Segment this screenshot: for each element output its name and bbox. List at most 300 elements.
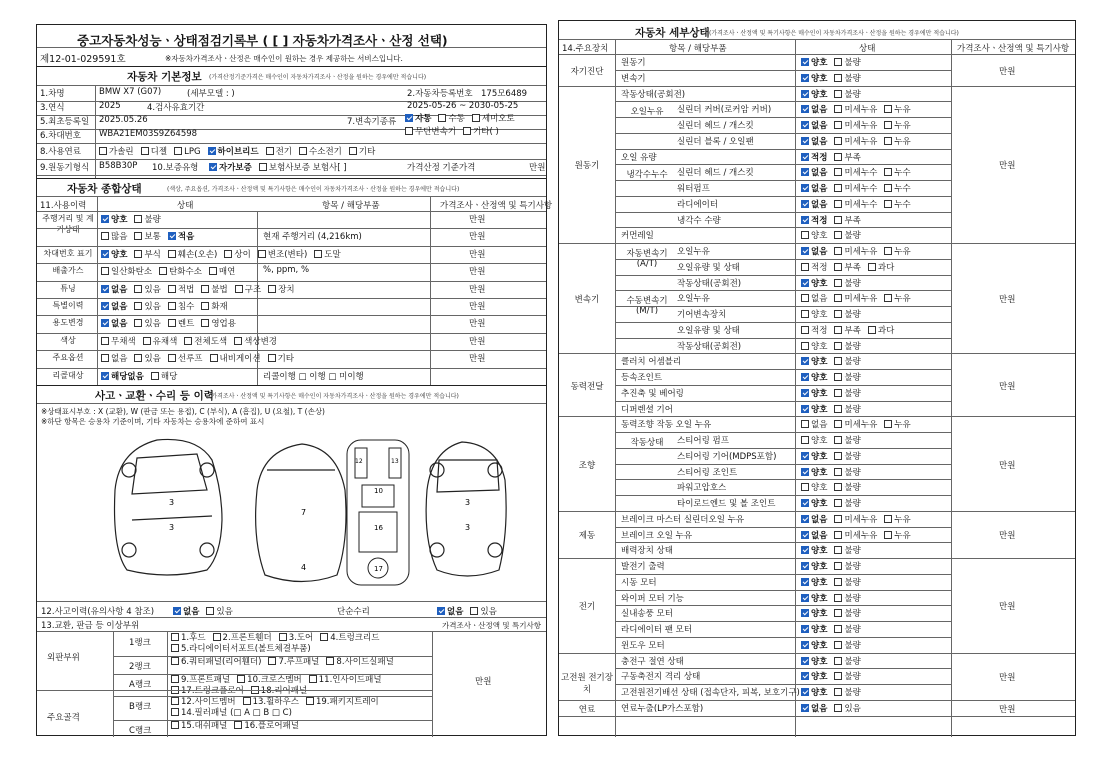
unchecked-box-icon[interactable] bbox=[884, 121, 892, 129]
checkbox-option[interactable] bbox=[801, 576, 827, 588]
unchecked-box-icon[interactable] bbox=[884, 420, 892, 428]
checkbox-option[interactable] bbox=[834, 670, 860, 682]
rank-item-option[interactable] bbox=[171, 721, 227, 732]
unchecked-box-icon[interactable] bbox=[834, 200, 842, 208]
unchecked-box-icon[interactable] bbox=[168, 319, 176, 327]
unchecked-box-icon[interactable] bbox=[171, 708, 179, 716]
checkbox-option[interactable] bbox=[801, 513, 827, 525]
rank-item-option[interactable] bbox=[320, 633, 379, 644]
unchecked-box-icon[interactable] bbox=[235, 285, 243, 293]
unchecked-box-icon[interactable] bbox=[201, 302, 209, 310]
checkbox-option[interactable] bbox=[834, 198, 877, 210]
unchecked-box-icon[interactable] bbox=[884, 200, 892, 208]
unchecked-box-icon[interactable] bbox=[834, 672, 842, 680]
unchecked-box-icon[interactable] bbox=[268, 354, 276, 362]
unchecked-box-icon[interactable] bbox=[224, 250, 232, 258]
unchecked-box-icon[interactable] bbox=[134, 232, 142, 240]
checkbox-option[interactable] bbox=[884, 182, 910, 194]
checkbox-option[interactable] bbox=[201, 283, 227, 295]
checkbox-option[interactable] bbox=[834, 340, 860, 352]
checkbox-option[interactable] bbox=[868, 261, 894, 273]
checkbox-option[interactable] bbox=[884, 245, 910, 257]
unchecked-box-icon[interactable] bbox=[801, 326, 809, 334]
unchecked-box-icon[interactable] bbox=[463, 127, 471, 135]
checkbox-option[interactable] bbox=[141, 145, 167, 157]
checkbox-option[interactable] bbox=[349, 145, 375, 157]
unchecked-box-icon[interactable] bbox=[168, 354, 176, 362]
checkbox-option[interactable] bbox=[143, 335, 178, 347]
checked-box-icon[interactable] bbox=[801, 247, 809, 255]
unchecked-box-icon[interactable] bbox=[834, 373, 842, 381]
checked-box-icon[interactable] bbox=[801, 704, 809, 712]
checked-box-icon[interactable] bbox=[801, 357, 809, 365]
checkbox-option[interactable] bbox=[801, 434, 827, 446]
unchecked-box-icon[interactable] bbox=[141, 147, 149, 155]
checkbox-option[interactable] bbox=[314, 248, 340, 260]
checkbox-option[interactable] bbox=[101, 230, 127, 242]
checkbox-option[interactable] bbox=[834, 103, 877, 115]
checkbox-option[interactable] bbox=[101, 265, 152, 277]
checkbox-option[interactable] bbox=[209, 265, 235, 277]
checkbox-option[interactable] bbox=[834, 466, 860, 478]
checked-box-icon[interactable] bbox=[801, 74, 809, 82]
unchecked-box-icon[interactable] bbox=[168, 302, 176, 310]
unchecked-box-icon[interactable] bbox=[834, 279, 842, 287]
checkbox-option[interactable] bbox=[801, 72, 827, 84]
checked-box-icon[interactable] bbox=[801, 562, 809, 570]
checked-box-icon[interactable] bbox=[801, 279, 809, 287]
unchecked-box-icon[interactable] bbox=[834, 594, 842, 602]
unchecked-box-icon[interactable] bbox=[868, 326, 876, 334]
checked-box-icon[interactable] bbox=[801, 200, 809, 208]
checkbox-option[interactable] bbox=[884, 119, 910, 131]
checked-box-icon[interactable] bbox=[801, 515, 809, 523]
unchecked-box-icon[interactable] bbox=[834, 452, 842, 460]
checkbox-option[interactable] bbox=[884, 513, 910, 525]
unchecked-box-icon[interactable] bbox=[134, 285, 142, 293]
checkbox-option[interactable] bbox=[209, 161, 252, 173]
checkbox-option[interactable] bbox=[834, 607, 860, 619]
checkbox-option[interactable] bbox=[174, 147, 200, 157]
checkbox-option[interactable] bbox=[884, 135, 910, 147]
unchecked-box-icon[interactable] bbox=[834, 342, 842, 350]
checkbox-option[interactable] bbox=[134, 300, 160, 312]
checkbox-option[interactable] bbox=[801, 324, 827, 336]
unchecked-box-icon[interactable] bbox=[279, 633, 287, 641]
unchecked-box-icon[interactable] bbox=[801, 483, 809, 491]
unchecked-box-icon[interactable] bbox=[159, 267, 167, 275]
checkbox-option[interactable] bbox=[801, 292, 827, 304]
unchecked-box-icon[interactable] bbox=[834, 184, 842, 192]
checkbox-option[interactable] bbox=[801, 529, 827, 541]
unchecked-box-icon[interactable] bbox=[884, 137, 892, 145]
rank-item-option[interactable] bbox=[268, 657, 319, 668]
checkbox-option[interactable] bbox=[234, 335, 277, 347]
checkbox-option[interactable] bbox=[834, 324, 860, 336]
unchecked-box-icon[interactable] bbox=[268, 657, 276, 665]
unchecked-box-icon[interactable] bbox=[884, 515, 892, 523]
checkbox-option[interactable] bbox=[438, 113, 464, 126]
checked-box-icon[interactable] bbox=[801, 499, 809, 507]
unchecked-box-icon[interactable] bbox=[834, 326, 842, 334]
unchecked-box-icon[interactable] bbox=[101, 267, 109, 275]
checkbox-option[interactable] bbox=[801, 371, 827, 383]
unchecked-box-icon[interactable] bbox=[201, 319, 209, 327]
checkbox-option[interactable] bbox=[801, 481, 827, 493]
checked-box-icon[interactable] bbox=[801, 105, 809, 113]
unchecked-box-icon[interactable] bbox=[470, 607, 478, 615]
checkbox-option[interactable] bbox=[268, 283, 294, 295]
checkbox-option[interactable] bbox=[801, 340, 827, 352]
checkbox-option[interactable] bbox=[801, 103, 827, 115]
checkbox-option[interactable] bbox=[134, 317, 160, 329]
unchecked-box-icon[interactable] bbox=[209, 267, 217, 275]
checkbox-option[interactable] bbox=[834, 434, 860, 446]
checkbox-option[interactable] bbox=[834, 686, 860, 698]
checkbox-option[interactable] bbox=[101, 283, 127, 295]
rank-item-option[interactable] bbox=[171, 633, 206, 644]
checked-box-icon[interactable] bbox=[801, 531, 809, 539]
checkbox-option[interactable] bbox=[801, 261, 827, 273]
unchecked-box-icon[interactable] bbox=[206, 607, 214, 615]
checkbox-option[interactable] bbox=[834, 166, 877, 178]
unchecked-box-icon[interactable] bbox=[834, 515, 842, 523]
checkbox-option[interactable] bbox=[801, 119, 827, 131]
unchecked-box-icon[interactable] bbox=[834, 137, 842, 145]
checkbox-option[interactable] bbox=[101, 352, 127, 364]
checkbox-option[interactable] bbox=[834, 639, 860, 651]
rank-item-option[interactable] bbox=[306, 697, 379, 708]
unchecked-box-icon[interactable] bbox=[834, 562, 842, 570]
checkbox-option[interactable] bbox=[834, 308, 860, 320]
checkbox-option[interactable] bbox=[801, 670, 827, 682]
checkbox-option[interactable] bbox=[834, 229, 860, 241]
checkbox-option[interactable] bbox=[834, 119, 877, 131]
checkbox-option[interactable] bbox=[834, 292, 877, 304]
checked-box-icon[interactable] bbox=[173, 607, 181, 615]
checkbox-option[interactable] bbox=[405, 126, 456, 139]
unchecked-box-icon[interactable] bbox=[134, 354, 142, 362]
unchecked-box-icon[interactable] bbox=[168, 250, 176, 258]
checkbox-option[interactable] bbox=[299, 145, 342, 157]
checked-box-icon[interactable] bbox=[801, 688, 809, 696]
checked-box-icon[interactable] bbox=[801, 578, 809, 586]
checkbox-option[interactable] bbox=[834, 529, 877, 541]
unchecked-box-icon[interactable] bbox=[314, 250, 322, 258]
checked-box-icon[interactable] bbox=[801, 184, 809, 192]
checkbox-option[interactable] bbox=[801, 686, 827, 698]
checked-box-icon[interactable] bbox=[801, 657, 809, 665]
unchecked-box-icon[interactable] bbox=[834, 58, 842, 66]
checkbox-option[interactable] bbox=[259, 161, 347, 173]
checkbox-option[interactable] bbox=[801, 450, 827, 462]
checkbox-option[interactable] bbox=[801, 198, 827, 210]
checkbox-option[interactable] bbox=[134, 248, 160, 260]
checked-box-icon[interactable] bbox=[101, 319, 109, 327]
checkbox-option[interactable] bbox=[834, 418, 877, 430]
unchecked-box-icon[interactable] bbox=[884, 247, 892, 255]
checked-box-icon[interactable] bbox=[168, 232, 176, 240]
unchecked-box-icon[interactable] bbox=[201, 285, 209, 293]
checked-box-icon[interactable] bbox=[801, 58, 809, 66]
rank-item-option[interactable] bbox=[326, 657, 393, 668]
checked-box-icon[interactable] bbox=[101, 285, 109, 293]
checkbox-option[interactable] bbox=[801, 182, 827, 194]
unchecked-box-icon[interactable] bbox=[884, 105, 892, 113]
checkbox-option[interactable] bbox=[834, 592, 860, 604]
checked-box-icon[interactable] bbox=[801, 641, 809, 649]
checkbox-option[interactable] bbox=[834, 560, 860, 572]
unchecked-box-icon[interactable] bbox=[171, 633, 179, 641]
checked-box-icon[interactable] bbox=[101, 302, 109, 310]
unchecked-box-icon[interactable] bbox=[349, 147, 357, 155]
checkbox-option[interactable] bbox=[834, 182, 877, 194]
checkbox-option[interactable] bbox=[472, 113, 515, 126]
checkbox-option[interactable] bbox=[235, 283, 261, 295]
checked-box-icon[interactable] bbox=[801, 546, 809, 554]
unchecked-box-icon[interactable] bbox=[438, 114, 446, 122]
checkbox-option[interactable] bbox=[159, 265, 202, 277]
rank-item-option[interactable] bbox=[213, 633, 272, 644]
unchecked-box-icon[interactable] bbox=[326, 657, 334, 665]
rank-item-option[interactable] bbox=[171, 657, 261, 668]
checkbox-option[interactable] bbox=[801, 387, 827, 399]
checkbox-option[interactable] bbox=[206, 605, 232, 617]
checked-box-icon[interactable] bbox=[801, 672, 809, 680]
unchecked-box-icon[interactable] bbox=[101, 232, 109, 240]
unchecked-box-icon[interactable] bbox=[237, 675, 245, 683]
unchecked-box-icon[interactable] bbox=[266, 147, 274, 155]
checkbox-option[interactable] bbox=[463, 126, 499, 139]
checkbox-option[interactable] bbox=[134, 230, 160, 242]
unchecked-box-icon[interactable] bbox=[834, 105, 842, 113]
checkbox-option[interactable] bbox=[268, 352, 294, 364]
unchecked-box-icon[interactable] bbox=[834, 389, 842, 397]
checkbox-option[interactable] bbox=[168, 300, 194, 312]
rank-item-option[interactable] bbox=[234, 721, 299, 732]
checked-box-icon[interactable] bbox=[801, 168, 809, 176]
unchecked-box-icon[interactable] bbox=[834, 310, 842, 318]
unchecked-box-icon[interactable] bbox=[834, 704, 842, 712]
checkbox-option[interactable] bbox=[801, 418, 827, 430]
checkbox-option[interactable] bbox=[884, 198, 910, 210]
checked-box-icon[interactable] bbox=[801, 373, 809, 381]
unchecked-box-icon[interactable] bbox=[101, 354, 109, 362]
checkbox-option[interactable] bbox=[834, 702, 860, 714]
unchecked-box-icon[interactable] bbox=[834, 74, 842, 82]
unchecked-box-icon[interactable] bbox=[134, 250, 142, 258]
unchecked-box-icon[interactable] bbox=[834, 294, 842, 302]
checkbox-option[interactable] bbox=[101, 248, 127, 260]
unchecked-box-icon[interactable] bbox=[834, 483, 842, 491]
checkbox-option[interactable] bbox=[266, 145, 292, 157]
unchecked-box-icon[interactable] bbox=[234, 721, 242, 729]
checkbox-option[interactable] bbox=[801, 403, 827, 415]
unchecked-box-icon[interactable] bbox=[134, 319, 142, 327]
checked-box-icon[interactable] bbox=[801, 121, 809, 129]
rank-item-option[interactable] bbox=[171, 708, 292, 719]
unchecked-box-icon[interactable] bbox=[134, 215, 142, 223]
unchecked-box-icon[interactable] bbox=[174, 147, 182, 155]
checkbox-option[interactable] bbox=[168, 248, 217, 260]
unchecked-box-icon[interactable] bbox=[99, 147, 107, 155]
checkbox-option[interactable] bbox=[801, 88, 827, 100]
checkbox-option[interactable] bbox=[173, 605, 199, 617]
unchecked-box-icon[interactable] bbox=[143, 337, 151, 345]
unchecked-box-icon[interactable] bbox=[243, 697, 251, 705]
unchecked-box-icon[interactable] bbox=[801, 420, 809, 428]
checkbox-option[interactable] bbox=[801, 166, 827, 178]
checkbox-option[interactable] bbox=[834, 403, 860, 415]
checkbox-option[interactable] bbox=[834, 135, 877, 147]
unchecked-box-icon[interactable] bbox=[834, 531, 842, 539]
unchecked-box-icon[interactable] bbox=[868, 263, 876, 271]
checkbox-option[interactable] bbox=[801, 151, 827, 163]
unchecked-box-icon[interactable] bbox=[834, 216, 842, 224]
checkbox-option[interactable] bbox=[210, 352, 261, 364]
unchecked-box-icon[interactable] bbox=[171, 675, 179, 683]
unchecked-box-icon[interactable] bbox=[834, 153, 842, 161]
unchecked-box-icon[interactable] bbox=[834, 657, 842, 665]
checkbox-option[interactable] bbox=[134, 283, 160, 295]
checkbox-option[interactable] bbox=[801, 56, 827, 68]
checkbox-option[interactable] bbox=[884, 292, 910, 304]
unchecked-box-icon[interactable] bbox=[834, 546, 842, 554]
unchecked-box-icon[interactable] bbox=[405, 127, 413, 135]
checked-box-icon[interactable] bbox=[801, 389, 809, 397]
unchecked-box-icon[interactable] bbox=[268, 285, 276, 293]
unchecked-box-icon[interactable] bbox=[151, 372, 159, 380]
checkbox-option[interactable] bbox=[801, 655, 827, 667]
checkbox-option[interactable] bbox=[101, 213, 127, 225]
checkbox-option[interactable] bbox=[801, 355, 827, 367]
checked-box-icon[interactable] bbox=[101, 250, 109, 258]
checkbox-option[interactable] bbox=[834, 277, 860, 289]
unchecked-box-icon[interactable] bbox=[834, 121, 842, 129]
unchecked-box-icon[interactable] bbox=[171, 657, 179, 665]
unchecked-box-icon[interactable] bbox=[834, 247, 842, 255]
unchecked-box-icon[interactable] bbox=[309, 675, 317, 683]
checked-box-icon[interactable] bbox=[209, 163, 217, 171]
unchecked-box-icon[interactable] bbox=[184, 337, 192, 345]
checkbox-option[interactable] bbox=[101, 370, 144, 382]
unchecked-box-icon[interactable] bbox=[259, 163, 267, 171]
checkbox-option[interactable] bbox=[151, 370, 177, 382]
checked-box-icon[interactable] bbox=[437, 607, 445, 615]
unchecked-box-icon[interactable] bbox=[306, 697, 314, 705]
rank-item-option[interactable] bbox=[237, 675, 302, 686]
checkbox-option[interactable] bbox=[884, 103, 910, 115]
checkbox-option[interactable] bbox=[884, 166, 910, 178]
checkbox-option[interactable] bbox=[801, 497, 827, 509]
checkbox-option[interactable] bbox=[884, 529, 910, 541]
checkbox-option[interactable] bbox=[834, 214, 860, 226]
rank-item-option[interactable] bbox=[279, 633, 314, 644]
checked-box-icon[interactable] bbox=[405, 114, 413, 122]
unchecked-box-icon[interactable] bbox=[801, 342, 809, 350]
checkbox-option[interactable] bbox=[834, 497, 860, 509]
unchecked-box-icon[interactable] bbox=[134, 302, 142, 310]
checked-box-icon[interactable] bbox=[801, 216, 809, 224]
unchecked-box-icon[interactable] bbox=[834, 688, 842, 696]
checkbox-option[interactable] bbox=[834, 544, 860, 556]
unchecked-box-icon[interactable] bbox=[171, 697, 179, 705]
checkbox-option[interactable] bbox=[224, 248, 250, 260]
checkbox-option[interactable] bbox=[834, 655, 860, 667]
checkbox-option[interactable] bbox=[801, 308, 827, 320]
unchecked-box-icon[interactable] bbox=[834, 420, 842, 428]
rank-item-option[interactable] bbox=[243, 697, 299, 708]
checkbox-option[interactable] bbox=[834, 88, 860, 100]
unchecked-box-icon[interactable] bbox=[834, 436, 842, 444]
unchecked-box-icon[interactable] bbox=[884, 294, 892, 302]
checkbox-option[interactable] bbox=[437, 605, 463, 617]
rank-item-option[interactable] bbox=[309, 675, 382, 686]
checkbox-option[interactable] bbox=[834, 513, 877, 525]
checked-box-icon[interactable] bbox=[801, 405, 809, 413]
checkbox-option[interactable] bbox=[168, 352, 203, 364]
checkbox-option[interactable] bbox=[834, 151, 860, 163]
checkbox-option[interactable] bbox=[258, 248, 307, 260]
unchecked-box-icon[interactable] bbox=[258, 250, 266, 258]
unchecked-box-icon[interactable] bbox=[801, 436, 809, 444]
checkbox-option[interactable] bbox=[884, 418, 910, 430]
checkbox-option[interactable] bbox=[834, 481, 860, 493]
unchecked-box-icon[interactable] bbox=[834, 90, 842, 98]
unchecked-box-icon[interactable] bbox=[834, 609, 842, 617]
unchecked-box-icon[interactable] bbox=[320, 633, 328, 641]
checkbox-option[interactable] bbox=[834, 371, 860, 383]
checked-box-icon[interactable] bbox=[208, 147, 216, 155]
unchecked-box-icon[interactable] bbox=[171, 721, 179, 729]
checkbox-option[interactable] bbox=[201, 300, 227, 312]
unchecked-box-icon[interactable] bbox=[834, 641, 842, 649]
checkbox-option[interactable] bbox=[834, 387, 860, 399]
unchecked-box-icon[interactable] bbox=[834, 263, 842, 271]
unchecked-box-icon[interactable] bbox=[234, 337, 242, 345]
unchecked-box-icon[interactable] bbox=[213, 633, 221, 641]
checked-box-icon[interactable] bbox=[801, 625, 809, 633]
unchecked-box-icon[interactable] bbox=[834, 405, 842, 413]
unchecked-box-icon[interactable] bbox=[884, 531, 892, 539]
checkbox-option[interactable] bbox=[801, 229, 827, 241]
unchecked-box-icon[interactable] bbox=[801, 231, 809, 239]
checkbox-option[interactable] bbox=[184, 335, 227, 347]
unchecked-box-icon[interactable] bbox=[168, 285, 176, 293]
rank-item-option[interactable] bbox=[171, 697, 236, 708]
checkbox-option[interactable] bbox=[834, 576, 860, 588]
checkbox-option[interactable] bbox=[801, 245, 827, 257]
checkbox-option[interactable] bbox=[801, 466, 827, 478]
checkbox-option[interactable] bbox=[801, 607, 827, 619]
unchecked-box-icon[interactable] bbox=[884, 184, 892, 192]
checkbox-option[interactable] bbox=[801, 639, 827, 651]
checked-box-icon[interactable] bbox=[801, 609, 809, 617]
checked-box-icon[interactable] bbox=[101, 372, 109, 380]
checkbox-option[interactable] bbox=[801, 135, 827, 147]
checkbox-option[interactable] bbox=[101, 335, 136, 347]
unchecked-box-icon[interactable] bbox=[801, 263, 809, 271]
unchecked-box-icon[interactable] bbox=[801, 310, 809, 318]
unchecked-box-icon[interactable] bbox=[834, 168, 842, 176]
checkbox-option[interactable] bbox=[134, 213, 160, 225]
unchecked-box-icon[interactable] bbox=[299, 147, 307, 155]
checkbox-option[interactable] bbox=[134, 352, 160, 364]
unchecked-box-icon[interactable] bbox=[884, 168, 892, 176]
checkbox-option[interactable] bbox=[868, 324, 894, 336]
checkbox-option[interactable] bbox=[208, 145, 259, 157]
checkbox-option[interactable] bbox=[801, 214, 827, 226]
